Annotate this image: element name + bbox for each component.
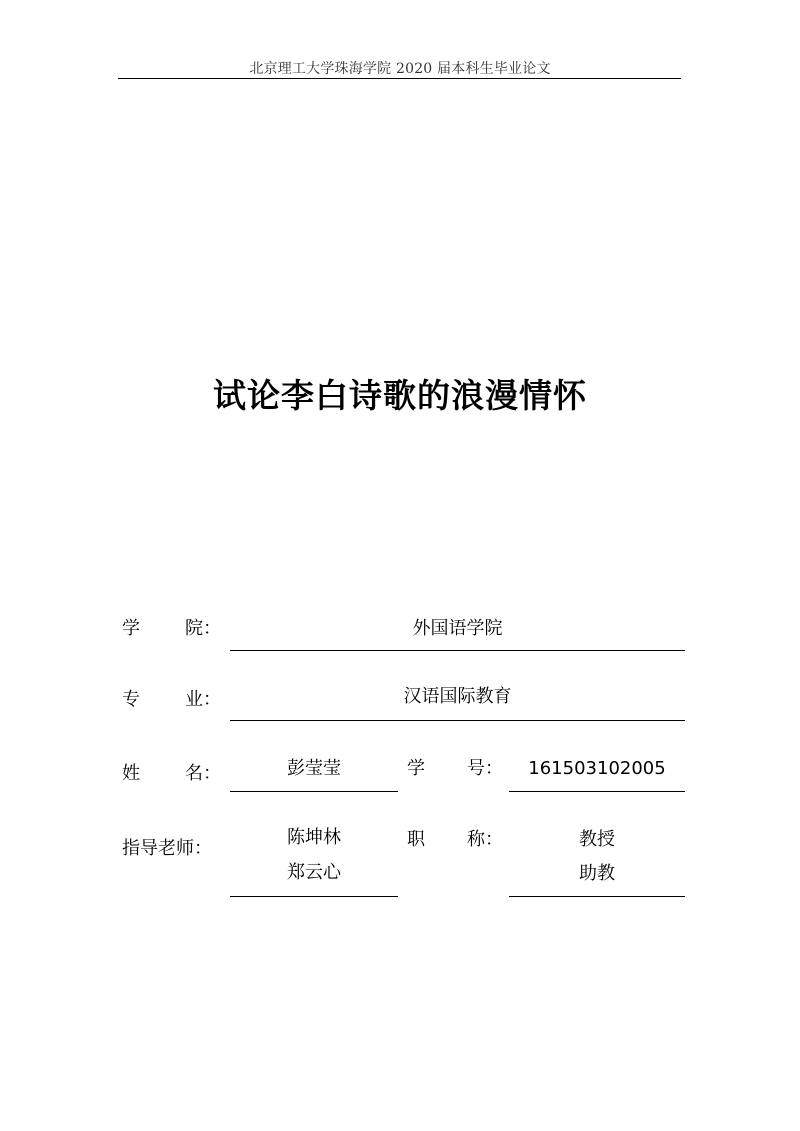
- major-label-char1: 专: [122, 689, 140, 710]
- student-id-label-char1: 学: [407, 758, 425, 779]
- name-label-char2: 名：: [185, 763, 221, 784]
- advisor-name-2: 郑云心: [287, 862, 341, 883]
- major-value: 汉语国际教育: [403, 686, 512, 707]
- student-id-value: 161503102005: [528, 758, 666, 779]
- college-value: 外国语学院: [412, 618, 503, 639]
- major-underline: [230, 720, 685, 721]
- major-label-char2: 业：: [185, 689, 221, 710]
- student-id-underline: [509, 791, 685, 792]
- name-value: 彭莹莹: [287, 758, 341, 779]
- advisor-underline: [230, 896, 398, 897]
- college-underline: [230, 650, 685, 651]
- header-rule: [118, 78, 681, 79]
- advisor-label: 指导老师：: [122, 838, 212, 859]
- college-label-char2: 院：: [185, 618, 221, 639]
- name-label-char1: 姓: [122, 763, 140, 784]
- running-header: 北京理工大学珠海学院 2020 届本科生毕业论文: [249, 61, 551, 77]
- thesis-title: 试论李白诗歌的浪漫情怀: [213, 376, 587, 415]
- advisor-name-1: 陈坤林: [287, 827, 341, 848]
- rank-underline: [509, 896, 685, 897]
- rank-label-char2: 称：: [467, 829, 503, 850]
- rank-value-2: 助教: [579, 863, 615, 884]
- college-label-char1: 学: [122, 618, 140, 639]
- name-underline: [230, 791, 398, 792]
- rank-value-1: 教授: [579, 829, 615, 850]
- rank-label-char1: 职: [407, 829, 425, 850]
- student-id-label-char2: 号：: [467, 758, 503, 779]
